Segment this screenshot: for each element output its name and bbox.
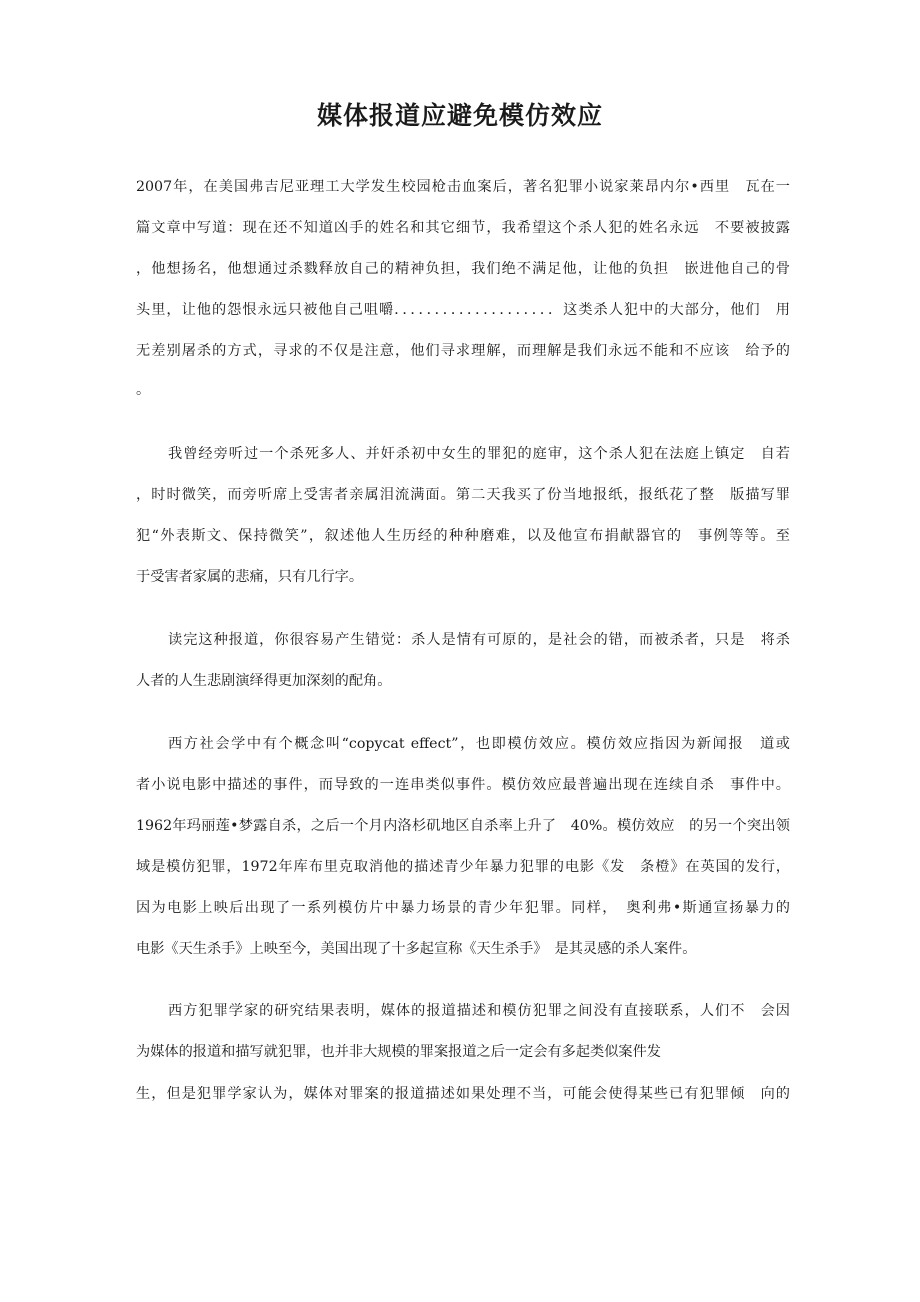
- text-line: 1962年玛丽莲•梦露自杀，之后一个月内洛杉矶地区自杀率上升了 40%。模仿效应 的另一个突出领: [136, 818, 790, 834]
- text-line: 读完这种报道，你很容易产生错觉：杀人是情有可原的，是社会的错，而被杀者，只是 将杀: [168, 632, 790, 648]
- text-line: 2007年，在美国弗吉尼亚理工大学发生校园枪击血案后，著名犯罪小说家莱昂内尔•西里 瓦在一: [136, 179, 790, 195]
- text-line: 域是模仿犯罪，1972年库布里克取消他的描述青少年暴力犯罪的电影《发 条橙》在英国的发行，: [136, 859, 790, 875]
- text-line: 于受害者家属的悲痛，只有几行字。: [136, 569, 364, 585]
- document-title: 媒体报道应避免模仿效应: [316, 101, 603, 130]
- text-line: 西方犯罪学家的研究结果表明，媒体的报道描述和模仿犯罪之间没有直接联系，人们不 会因: [168, 1003, 790, 1019]
- text-line: 人者的人生悲剧演绎得更加深刻的配角。: [136, 673, 392, 689]
- text-line: ，他想扬名，他想通过杀戮释放自己的精神负担，我们绝不满足他，让他的负担 嵌进他自己的骨: [136, 261, 790, 277]
- text-line: ，时时微笑，而旁听席上受害者亲属泪流满面。第二天我买了份当地报纸，报纸花了整 版描写罪: [136, 487, 790, 503]
- text-line: 头里，让他的怨恨永远只被他自己咀嚼．．．．．．．．．．．．．．．．．．．．这类杀人犯中的大部分，他们 用: [136, 302, 790, 318]
- text-line: 为媒体的报道和描写就犯罪，也并非大规模的罪案报道之后一定会有多起类似案件发: [136, 1044, 661, 1060]
- text-line: 者小说电影中描述的事件，而导致的一连串类似事件。模仿效应最普遍出现在连续自杀 事件中。: [136, 777, 790, 793]
- text-line: 因为电影上映后出现了一系列模仿片中暴力场景的青少年犯罪。同样， 奥利弗•斯通宣扬暴力的: [136, 900, 790, 916]
- text-line: 篇文章中写道：现在还不知道凶手的姓名和其它细节，我希望这个杀人犯的姓名永远 不要被披露: [136, 220, 790, 236]
- text-line: 犯“外表斯文、保持微笑”，叙述他人生历经的种种磨难，以及他宣布捐献器官的 事例等等。至: [136, 528, 790, 544]
- text-line: 西方社会学中有个概念叫“copycat effect”，也即模仿效应。模仿效应指因为新闻报 道或: [168, 736, 790, 752]
- text-line: 。: [136, 382, 151, 398]
- text-line: 我曾经旁听过一个杀死多人、并奸杀初中女生的罪犯的庭审，这个杀人犯在法庭上镇定 自若: [168, 446, 790, 462]
- text-line: 生，但是犯罪学家认为，媒体对罪案的报道描述如果处理不当，可能会使得某些已有犯罪倾 向的: [136, 1086, 790, 1102]
- text-line: 无差别屠杀的方式，寻求的不仅是注意，他们寻求理解，而理解是我们永远不能和不应该 给予的: [136, 343, 790, 359]
- text-line: 电影《天生杀手》上映至今，美国出现了十多起宣称《天生杀手》 是其灵感的杀人案件。: [136, 941, 697, 957]
